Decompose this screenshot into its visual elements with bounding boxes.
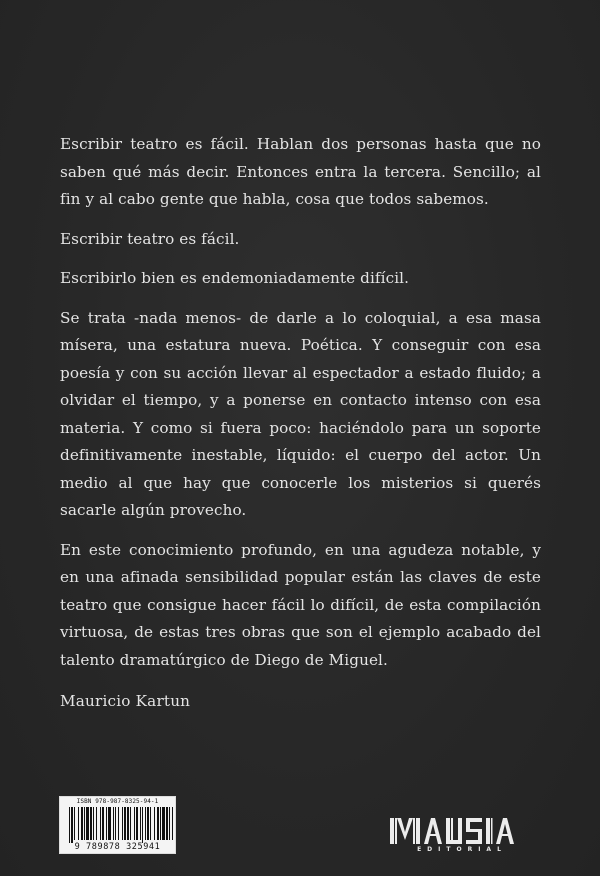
barcode-bars (69, 807, 172, 843)
barcode-bar (127, 807, 129, 840)
barcode-bar (142, 807, 143, 843)
isbn-number: 9 789878 325941 (74, 842, 161, 852)
barcode-bar (147, 807, 149, 840)
barcode-bar (124, 807, 126, 840)
barcode-bar (122, 807, 123, 840)
author-signature: Mauricio Kartun (60, 692, 191, 710)
barcode-bar (113, 807, 114, 840)
barcode-bar (84, 807, 85, 840)
barcode-bar (166, 807, 168, 840)
barcode-bar (108, 807, 111, 840)
paragraph-5: En este conocimiento profundo, en una agudeza notable, y en una afinada sensibilidad popular están las claves de este teatro que consigue hacer fácil lo difícil, de esta compilación virtuosa, de estas tres obras que son el ejemplo acabado del talento dramatúrgico de Diego de Miguel. (60, 540, 541, 669)
barcode-bar (160, 807, 161, 840)
barcode-bar (154, 807, 155, 840)
barcode-bar (81, 807, 83, 840)
barcode-bar (145, 807, 146, 840)
isbn-barcode (59, 796, 176, 854)
paragraph-3: Escribirlo bien es endemoniadamente difícil. (60, 269, 410, 287)
paragraph-1: Escribir teatro es fácil. Hablan dos personas hasta que no saben qué más decir. Entonces entra la tercera. Sencillo; al fin y al cabo gente que habla, cosa que todos sabemos. (60, 135, 541, 208)
barcode-bar (172, 807, 173, 840)
paragraph-4: Se trata -nada menos- de darle a lo coloquial, a esa masa mísera, una estatura nueva. Poética. Y conseguir con esa poesía y con su acción llevar al espectador a estado fluido; a olvidar el tiempo, y a ponerse en contacto intenso con esa materia. Y como si fuera poco: haciéndolo para un soporte definitivamente inestable, líquido: el cuerpo del actor. Un medio al que hay que conocerle los misterios si querés sacarle algún provecho. (60, 308, 541, 519)
barcode-bar (102, 807, 104, 840)
barcode-bar (100, 807, 101, 840)
barcode-bar (71, 807, 73, 843)
barcode-bar (140, 807, 141, 840)
barcode-bar (93, 807, 94, 840)
barcode-bar (162, 807, 165, 840)
isbn-label: ISBN 978-987-8325-94-1 (76, 798, 159, 805)
barcode-bar (86, 807, 89, 840)
barcode-bar (169, 807, 170, 840)
barcode-bar (78, 807, 79, 840)
barcode-bar (134, 807, 135, 840)
publisher-subtitle: EDITORIAL (417, 846, 507, 853)
barcode-bar (74, 807, 75, 840)
barcode-bar (150, 807, 151, 840)
barcode-bar (96, 807, 97, 840)
barcode-bar (130, 807, 131, 840)
barcode-bar (157, 807, 159, 840)
barcode-bar (90, 807, 92, 840)
barcode-bar (69, 807, 70, 843)
paragraph-2: Escribir teatro es fácil. (60, 229, 240, 248)
barcode-bar (115, 807, 116, 840)
barcode-bar (136, 807, 138, 840)
blurb-text (60, 131, 541, 686)
barcode-bar (106, 807, 107, 840)
barcode-bar (118, 807, 119, 840)
